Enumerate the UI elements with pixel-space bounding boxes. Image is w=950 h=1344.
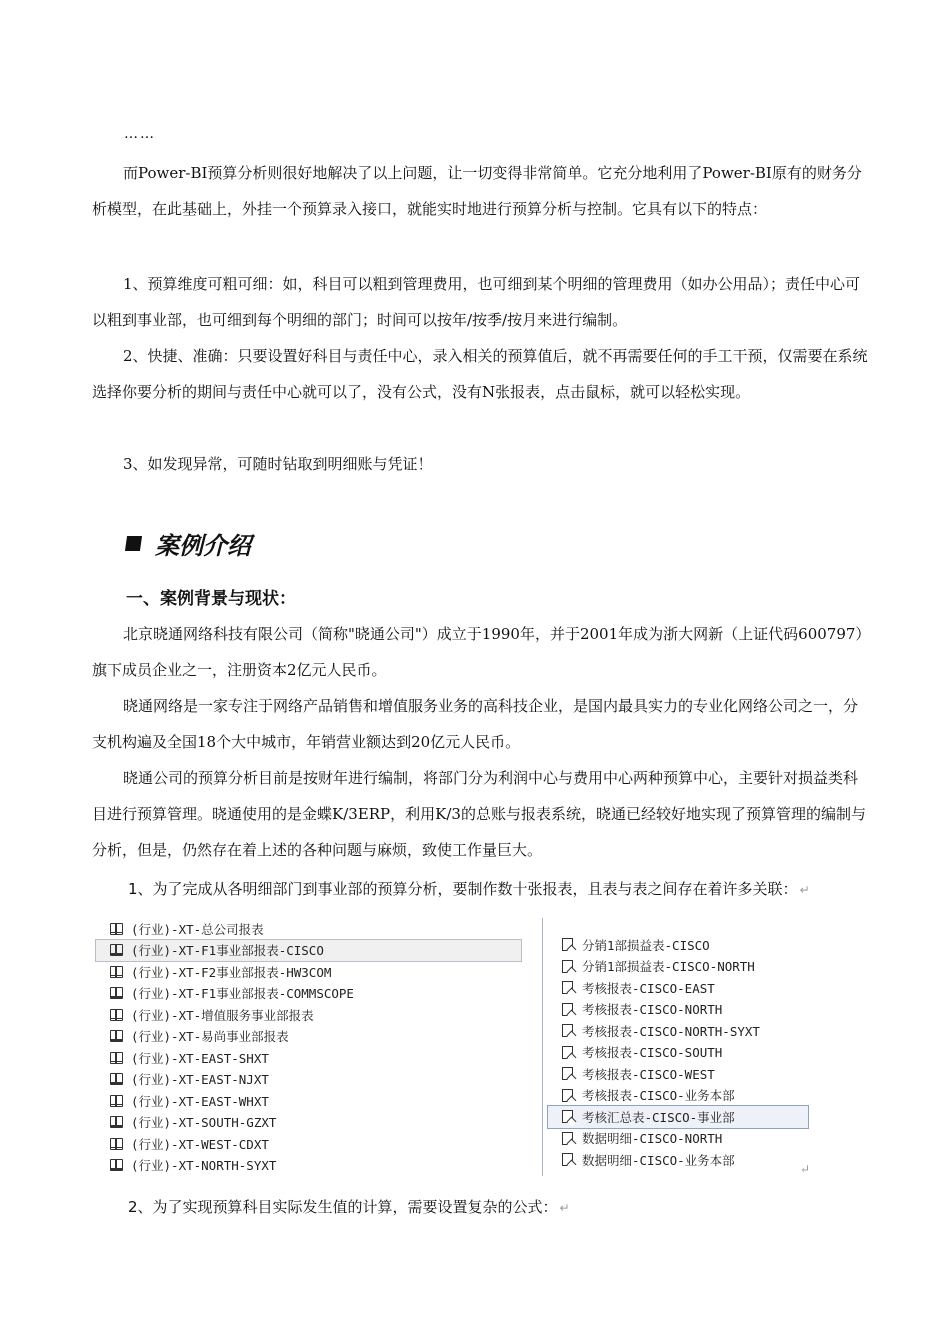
- report-list-item[interactable]: [548, 1020, 808, 1042]
- section-heading-text: 案例介绍: [155, 532, 251, 560]
- folder-book-icon: [110, 1030, 123, 1042]
- feature-point-3: 3、如发现异常，可随时钻取到明细账与凭证！: [123, 455, 433, 473]
- report-list-item-label: (行业)-XT-易尚事业部报表: [131, 1029, 289, 1045]
- report-list-item-label: 考核汇总表-CISCO-事业部: [582, 1109, 735, 1125]
- report-list-item-label: (行业)-XT-F1事业部报表-CISCO: [131, 943, 324, 959]
- report-list-item[interactable]: [96, 1004, 521, 1026]
- report-list-item-label: (行业)-XT-NORTH-SYXT: [131, 1158, 277, 1174]
- report-document-icon: [562, 960, 573, 973]
- report-list-item-label: (行业)-XT-总公司报表: [131, 921, 264, 937]
- column-divider: [542, 918, 543, 1176]
- return-mark: ↵: [559, 1201, 570, 1215]
- folder-book-icon: [110, 1159, 123, 1171]
- report-document-icon: [562, 1132, 573, 1145]
- report-document-icon: [562, 1046, 573, 1059]
- case-paragraph-2: 晓通网络是一家专注于网络产品销售和增值服务业务的高科技企业，是国内最具实力的专业化网络公司之一，分支机构遍及全国18个大中城市，年销营业额达到20亿元人民币。: [92, 697, 859, 751]
- feature-point-1: 1、预算维度可粗可细：如，科目可以粗到管理费用，也可细到某个明细的管理费用（如办公用品）；责任中心可以粗到事业部，也可细到每个明细的部门；时间可以按年/按季/按月来进行编制。: [92, 275, 861, 329]
- report-list-item[interactable]: [548, 956, 808, 978]
- report-list-item-label: 考核报表-CISCO-WEST: [582, 1066, 715, 1082]
- folder-book-icon: [110, 1009, 123, 1021]
- report-list-item[interactable]: [548, 977, 808, 999]
- report-document-icon: [562, 1089, 573, 1102]
- case-paragraph-3: 晓通公司的预算分析目前是按财年进行编制，将部门分为利润中心与费用中心两种预算中心，主要针对损益类科目进行预算管理。晓通使用的是金蝶K/3ERP，利用K/3的总账与报表系统，晓通已经较好地实现了预算管理的编制与分析，但是，仍然存在着上述的各种问题与麻烦，致使工作量巨大。: [92, 769, 866, 859]
- report-list-item-label: (行业)-XT-SOUTH-GZXT: [131, 1115, 277, 1131]
- report-list-item[interactable]: [96, 1155, 521, 1177]
- report-list-item[interactable]: [96, 1090, 521, 1112]
- report-list-item-label: 数据明细-CISCO-业务本部: [582, 1152, 735, 1168]
- ellipsis-text: ……: [124, 126, 156, 142]
- report-list-item[interactable]: [96, 1133, 521, 1155]
- report-list-item-label: (行业)-XT-F1事业部报表-COMMSCOPE: [131, 986, 354, 1002]
- report-document-icon: [562, 938, 573, 951]
- report-document-icon: [562, 1067, 573, 1080]
- report-list-item-label: (行业)-XT-F2事业部报表-HW3COM: [131, 964, 332, 980]
- report-list-item-label: 考核报表-CISCO-EAST: [582, 980, 715, 996]
- subsection-heading: 一、案例背景与现状：: [126, 589, 296, 609]
- folder-book-icon: [110, 1116, 123, 1128]
- report-document-icon: [562, 1003, 573, 1016]
- section-heading: [126, 526, 251, 561]
- folder-book-icon: [110, 1073, 123, 1085]
- note-1: [128, 878, 810, 899]
- folder-book-icon: [110, 1095, 123, 1107]
- report-document-icon: [562, 1153, 573, 1166]
- report-document-icon: [562, 1110, 573, 1123]
- report-list-item-label: 考核报表-CISCO-NORTH: [582, 1002, 723, 1018]
- folder-book-icon: [110, 944, 123, 956]
- report-list-item-label: 分销1部损益表-CISCO-NORTH: [582, 959, 755, 975]
- report-list-item-label: (行业)-XT-增值服务事业部报表: [131, 1007, 314, 1023]
- report-list-item[interactable]: [548, 999, 808, 1021]
- left-report-list: [96, 918, 521, 1176]
- intro-paragraph: 而Power-BI预算分析则很好地解决了以上问题，让一切变得非常简单。它充分地利用了Power-BI原有的财务分析模型，在此基础上，外挂一个预算录入接口，就能实时地进行预算分析与控制。它具有以下的特点：: [92, 164, 862, 218]
- note-2: [128, 1196, 570, 1217]
- feature-point-2: 2、快捷、准确：只要设置好科目与责任中心，录入相关的预算值后，就不再需要任何的手工干预，仅需要在系统选择你要分析的期间与责任中心就可以了，没有公式，没有N张报表，点击鼠标，就可以轻松实现。: [92, 347, 868, 401]
- report-list-item[interactable]: [548, 1042, 808, 1064]
- folder-book-icon: [110, 1052, 123, 1064]
- folder-book-icon: [110, 987, 123, 999]
- note-2-text: 2、为了实现预算科目实际发生值的计算，需要设置复杂的公式：: [128, 1198, 558, 1216]
- report-list-item-label: (行业)-XT-EAST-NJXT: [131, 1072, 269, 1088]
- report-list-item[interactable]: [548, 1128, 808, 1150]
- report-list-item[interactable]: [96, 1112, 521, 1134]
- report-list-item[interactable]: [96, 1069, 521, 1091]
- report-document-icon: [562, 981, 573, 994]
- note-1-text: 1、为了完成从各明细部门到事业部的预算分析，要制作数十张报表，且表与表之间存在着许多关联：: [128, 880, 798, 898]
- report-list-item[interactable]: [96, 918, 521, 940]
- report-list-item[interactable]: [96, 1026, 521, 1048]
- right-report-list: [548, 934, 808, 1171]
- report-list-item-label: (行业)-XT-WEST-CDXT: [131, 1136, 269, 1152]
- report-list-item[interactable]: [96, 983, 521, 1005]
- report-list-item-label: (行业)-XT-EAST-WHXT: [131, 1093, 269, 1109]
- report-list-item-label: 数据明细-CISCO-NORTH: [582, 1131, 723, 1147]
- report-list-item[interactable]: [96, 961, 521, 983]
- report-list-item[interactable]: [96, 1047, 521, 1069]
- report-list-item-label: 考核报表-CISCO-SOUTH: [582, 1045, 723, 1061]
- square-bullet-icon: [125, 536, 142, 551]
- folder-book-icon: [110, 923, 123, 935]
- report-document-icon: [562, 1024, 573, 1037]
- report-list-item-label: (行业)-XT-EAST-SHXT: [131, 1050, 269, 1066]
- report-list-item-label: 考核报表-CISCO-NORTH-SYXT: [582, 1023, 760, 1039]
- return-mark: ↵: [799, 883, 810, 897]
- report-list-item[interactable]: [548, 934, 808, 956]
- report-list-item[interactable]: [548, 1063, 808, 1085]
- case-paragraph-1: 北京晓通网络科技有限公司（简称"晓通公司"）成立于1990年，并于2001年成为浙大网新（上证代码600797）旗下成员企业之一，注册资本2亿元人民币。: [92, 625, 871, 679]
- report-list-item[interactable]: [548, 1149, 808, 1171]
- folder-book-icon: [110, 1138, 123, 1150]
- report-list-item[interactable]: [548, 1085, 808, 1107]
- report-list-screenshot: [96, 912, 816, 1182]
- folder-book-icon: [110, 966, 123, 978]
- report-list-item[interactable]: [548, 1106, 808, 1128]
- report-list-item-label: 考核报表-CISCO-业务本部: [582, 1088, 735, 1104]
- return-mark: ↵: [799, 1162, 810, 1176]
- report-list-item-label: 分销1部损益表-CISCO: [582, 937, 710, 953]
- report-list-item[interactable]: [96, 940, 521, 962]
